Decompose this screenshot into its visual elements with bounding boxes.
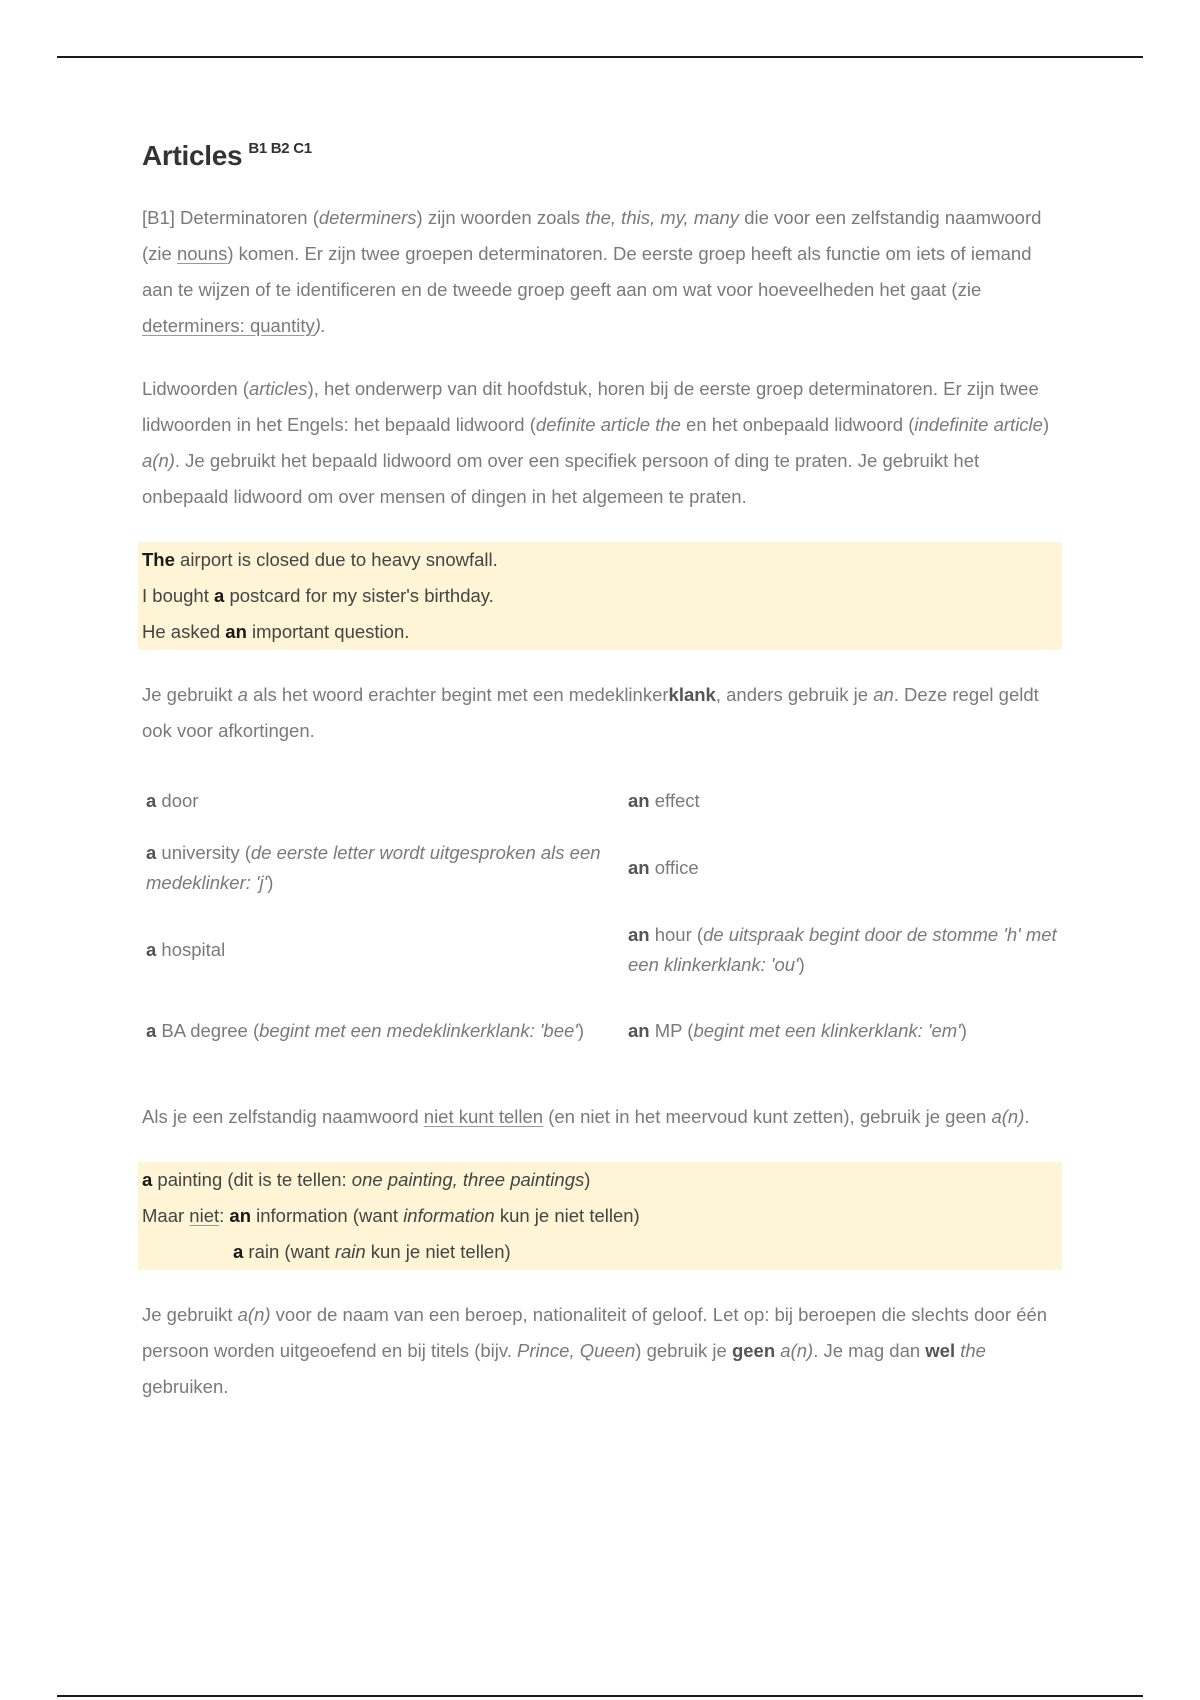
paragraph-a-an-rule: Je gebruikt a als het woord erachter begint met een medeklinkerklank, anders gebruik je an. Deze regel geldt ook voor afkortingen.: [142, 684, 1039, 741]
table-cell: a door: [146, 790, 199, 811]
table-cell: an MP (begint met een klinkerklank: 'em'): [628, 1020, 967, 1041]
page-title: Articles $^{B1 B2 C1}$: [142, 140, 312, 171]
example-line: The airport is closed due to heavy snowfall.: [142, 549, 498, 570]
uncountable-link[interactable]: niet kunt tellen: [423, 1106, 544, 1127]
example-line: a rain (want rain kun je niet tellen): [233, 1241, 511, 1262]
table-row: [146, 776, 1062, 826]
table-cell: a hospital: [146, 939, 226, 960]
paragraph-professions: Je gebruikt a(n) voor de naam van een beroep, nationaliteit of geloof. Let op: bij beroepen die slechts door één persoon worden uitgeoefend en bij titels (bijv. Prince, Queen) gebruik je geen a(n). Je mag dan wel the gebruiken.: [142, 1304, 1048, 1397]
top-rule: [57, 56, 1143, 58]
example-line: Maar niet: an information (want information kun je niet tellen): [142, 1205, 640, 1226]
level-tags: B1 B2 C1: [248, 140, 312, 157]
table-cell: an office: [628, 857, 699, 878]
example-box-uncountable: [138, 1162, 1062, 1270]
table-row: [146, 826, 1062, 910]
table-cell: a BA degree (begint met een medeklinkerklank: 'bee'): [146, 1020, 584, 1041]
table-row: [146, 910, 1062, 990]
paragraph-articles: Lidwoorden (articles), het onderwerp van dit hoofdstuk, horen bij de eerste groep determinatoren. Er zijn twee lidwoorden in het Engels: het bepaald lidwoord (definite article the en het onbepaald lidwoord (indefinite article) a(n). Je gebruikt het bepaald lidwoord om over een specifiek persoon of ding te praten. Je gebruikt het onbepaald lidwoord om over mensen of dingen in het algemeen te praten.: [142, 378, 1050, 507]
example-box-articles: [138, 542, 1062, 650]
table-cell: a university (de eerste letter wordt uitgesproken als een medeklinker: 'j'): [146, 842, 601, 893]
table-cell: an hour (de uitspraak begint door de stomme 'h' met een klinkerklank: 'ou'): [628, 924, 1057, 975]
table-cell: an effect: [628, 790, 700, 811]
bottom-rule: [57, 1695, 1143, 1697]
example-line: a painting (dit is te tellen: one painting, three paintings): [142, 1169, 591, 1190]
table-row: [146, 990, 1062, 1072]
paragraph-uncountable: Als je een zelfstandig naamwoord niet kunt tellen (en niet in het meervoud kunt zetten), gebruik je geen a(n).: [142, 1106, 1030, 1127]
example-line: I bought a postcard for my sister's birthday.: [142, 585, 494, 606]
example-line: He asked an important question.: [142, 621, 410, 642]
determiners-quantity-link[interactable]: determiners: quantity: [142, 315, 315, 336]
nouns-link[interactable]: nouns: [176, 243, 228, 264]
a-an-examples-table: [146, 776, 1062, 1072]
document-body: [142, 140, 1058, 1405]
paragraph-determiners: [B1] Determinatoren (determiners) zijn woorden zoals the, this, my, many die voor een zelfstandig naamwoord (zie nouns) komen. Er zijn twee groepen determinatoren. De eerste groep heeft als functie om iets of iemand aan te wijzen of te identificeren en de tweede groep geeft aan om wat voor hoeveelheden het gaat (zie determiners: quantity).: [142, 207, 1042, 336]
